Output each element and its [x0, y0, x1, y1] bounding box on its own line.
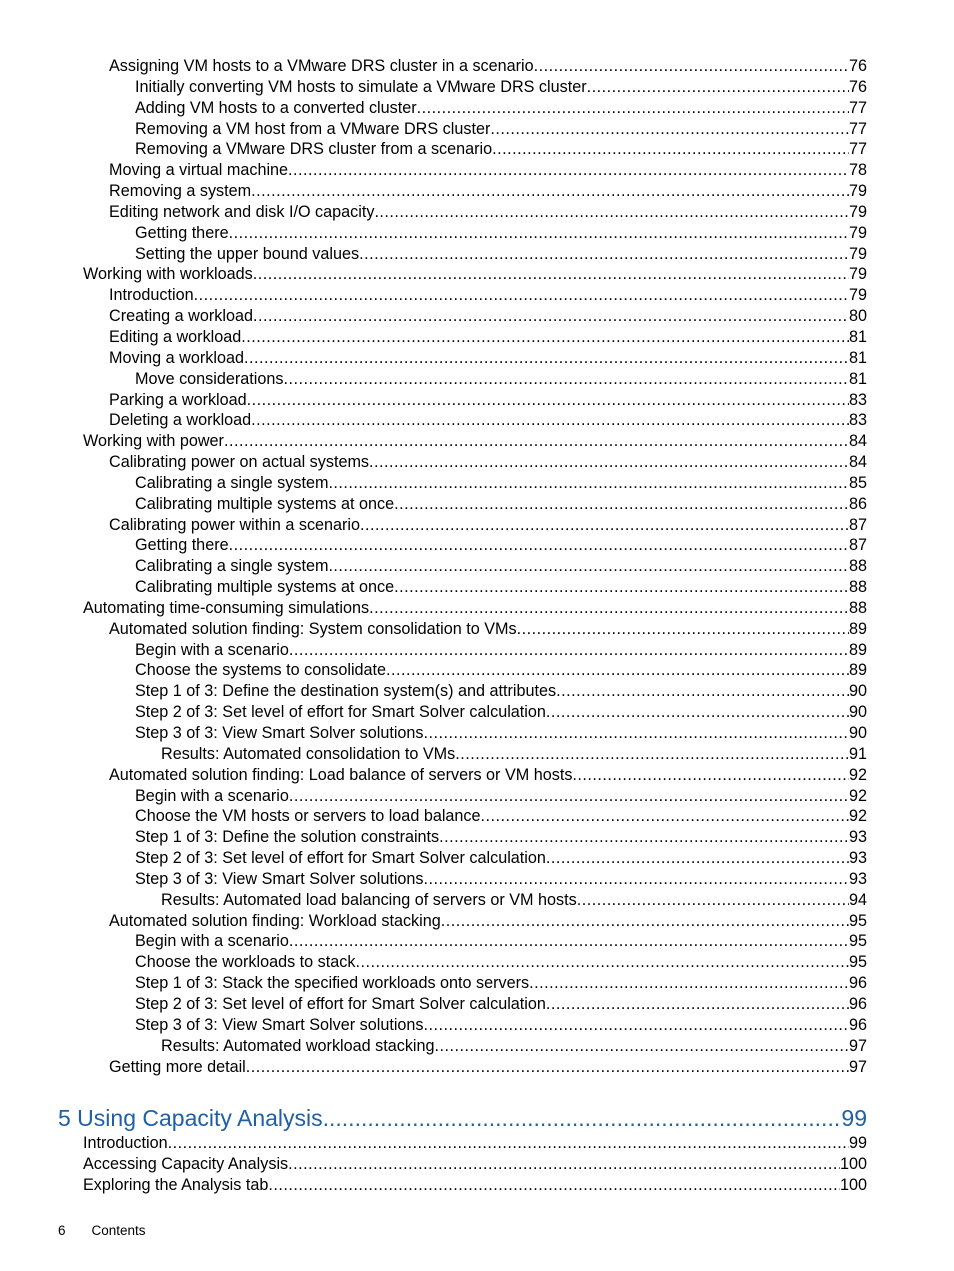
toc-entry-link[interactable] [0, 869, 954, 890]
toc-entry-link[interactable] [0, 98, 954, 119]
toc-entry-link[interactable] [0, 139, 954, 160]
toc-entry-title: Begin with a scenario [135, 786, 289, 805]
toc-entry-title: Step 1 of 3: Define the solution constraints [135, 828, 440, 847]
toc-entry-link[interactable] [0, 431, 954, 452]
toc-entry-page-number: 83 [848, 390, 867, 409]
dot-leader [289, 931, 849, 952]
toc-entry-link[interactable] [0, 786, 954, 807]
dot-leader [546, 848, 849, 869]
toc-entry-page-number: 79 [848, 265, 867, 284]
toc-entry-title: Step 3 of 3: View Smart Solver solutions [135, 724, 424, 742]
toc-entry-page-number: 84 [848, 453, 867, 472]
toc-entry-page-number: 95 [848, 953, 867, 972]
toc-entry-link[interactable] [0, 452, 954, 473]
toc-entry-link[interactable] [0, 223, 954, 244]
footer-page-number: 6 [58, 1223, 66, 1238]
toc-entry-title: Removing a system [109, 182, 252, 201]
toc-entry-page-number: 90 [848, 724, 867, 742]
toc-entry-link[interactable] [0, 348, 954, 369]
toc-entry-link[interactable] [0, 56, 954, 77]
toc-entry-link[interactable] [0, 1057, 954, 1078]
toc-entry-page-number: 89 [848, 640, 867, 659]
toc-entry-link[interactable] [0, 410, 954, 431]
toc-entry-title: Automated solution finding: System consolidation to VMs [109, 619, 517, 638]
dot-leader [369, 452, 849, 473]
toc-entry-link[interactable] [0, 973, 954, 994]
toc-entry-link[interactable] [0, 202, 954, 223]
toc-entry-title: Step 3 of 3: View Smart Solver solutions [135, 869, 424, 888]
toc-entry-link[interactable] [0, 285, 954, 306]
toc-entry-title: Automated solution finding: Load balance of servers or VM hosts [109, 765, 573, 784]
dot-leader [289, 786, 849, 807]
toc-entry-title: Working with power [83, 432, 224, 451]
toc-entry-title: Step 2 of 3: Set level of effort for Smart Solver calculation [135, 849, 546, 868]
toc-entry-link[interactable] [0, 160, 954, 181]
chapter-page-number: 99 [841, 1105, 867, 1131]
toc-entry-link[interactable] [0, 806, 954, 827]
dot-leader [359, 244, 849, 265]
toc-entry-page-number: 92 [848, 807, 867, 826]
toc-entry-page-number: 84 [848, 432, 867, 451]
toc-entry-page-number: 96 [848, 1015, 867, 1034]
toc-entry-title: Results: Automated load balancing of servers or VM hosts [161, 890, 577, 909]
toc-entry-link[interactable] [0, 1175, 954, 1196]
toc-entry-title: Step 1 of 3: Stack the specified workloads onto servers [135, 974, 530, 993]
toc-entry-link[interactable] [0, 473, 954, 494]
dot-leader [424, 1015, 849, 1036]
toc-entry-title: Parking a workload [109, 390, 247, 409]
dot-leader [229, 535, 849, 556]
toc-entry-page-number: 77 [848, 140, 867, 159]
toc-entry-page-number: 85 [848, 473, 867, 492]
dot-leader [534, 56, 849, 77]
dot-leader [323, 1102, 842, 1134]
dot-leader [251, 181, 849, 202]
toc-entry-page-number: 95 [848, 911, 867, 930]
toc-entry-link[interactable] [0, 660, 954, 681]
toc-entry-page-number: 95 [848, 932, 867, 951]
toc-entry-title: Moving a virtual machine [109, 161, 289, 180]
toc-entry-page-number: 93 [848, 869, 867, 888]
toc-entry-title: Step 3 of 3: View Smart Solver solutions [135, 1015, 424, 1034]
dot-leader [251, 410, 849, 431]
toc-entry-title: Removing a VM host from a VMware DRS cluster [135, 119, 491, 138]
toc-entry-title: Moving a workload [109, 348, 244, 367]
toc-entry-link[interactable] [0, 181, 954, 202]
toc-entry-title: Choose the systems to consolidate [135, 661, 387, 680]
toc-entry-page-number: 83 [848, 411, 867, 430]
toc-entry-title: Assigning VM hosts to a VMware DRS cluster in a scenario [109, 57, 534, 75]
toc-entry-link[interactable] [0, 577, 954, 598]
toc-entry-link[interactable] [0, 1154, 954, 1175]
toc-entry-page-number: 81 [848, 327, 867, 346]
chapter-toc-list [0, 1133, 954, 1196]
toc-entry-page-number: 100 [839, 1154, 867, 1173]
toc-entry-page-number: 79 [848, 202, 867, 221]
toc-entry-link[interactable] [0, 598, 954, 619]
toc-entry-title: Introduction [83, 1134, 168, 1152]
toc-entry-title: Getting more detail [109, 1057, 246, 1076]
toc-entry-title: Calibrating multiple systems at once [135, 578, 395, 597]
dot-leader [481, 806, 849, 827]
toc-entry-page-number: 78 [848, 161, 867, 180]
toc-entry-page-number: 90 [848, 703, 867, 722]
dot-leader [268, 1175, 840, 1196]
toc-entry-title: Setting the upper bound values [135, 244, 360, 263]
toc-entry-title: Removing a VMware DRS cluster from a scenario [135, 140, 493, 159]
dot-leader [394, 577, 849, 598]
dot-leader [439, 827, 849, 848]
toc-entry-page-number: 100 [839, 1175, 867, 1194]
toc-entry-link[interactable] [0, 119, 954, 140]
dot-leader [253, 264, 849, 285]
dot-leader [168, 1133, 849, 1154]
toc-entry-page-number: 87 [848, 515, 867, 534]
dot-leader [572, 765, 849, 786]
toc-entry-link[interactable] [0, 390, 954, 411]
toc-entry-page-number: 88 [848, 557, 867, 576]
toc-entry-page-number: 97 [848, 1057, 867, 1076]
toc-entry-page-number: 88 [848, 578, 867, 597]
toc-entry-title: Calibrating a single system [135, 557, 329, 576]
dot-leader [247, 390, 849, 411]
toc-entry-title: Creating a workload [109, 307, 253, 326]
dot-leader [394, 494, 849, 515]
toc-entry-link[interactable] [0, 827, 954, 848]
toc-entry-page-number: 90 [848, 682, 867, 701]
toc-entry-link[interactable] [0, 264, 954, 285]
dot-leader [517, 619, 849, 640]
toc-entry-page-number: 79 [848, 244, 867, 263]
dot-leader [556, 681, 849, 702]
toc-entry-title: Exploring the Analysis tab [83, 1175, 269, 1194]
dot-leader [288, 1154, 840, 1175]
toc-entry-link[interactable] [0, 515, 954, 536]
dot-leader [490, 119, 849, 140]
toc-entry-link[interactable] [0, 244, 954, 265]
dot-leader [224, 431, 849, 452]
toc-entry-link[interactable] [0, 556, 954, 577]
toc-entry-page-number: 76 [848, 57, 867, 75]
toc-entry-title: Editing a workload [109, 327, 242, 346]
dot-leader [241, 327, 849, 348]
toc-entry-link[interactable] [0, 306, 954, 327]
toc-entry-link[interactable] [0, 765, 954, 786]
dot-leader [417, 98, 849, 119]
toc-entry-link[interactable] [0, 535, 954, 556]
toc-entry-page-number: 77 [848, 98, 867, 117]
toc-entry-page-number: 81 [848, 348, 867, 367]
toc-entry-title: Results: Automated consolidation to VMs [161, 744, 456, 763]
toc-list [0, 56, 954, 1077]
toc-entry-title: Working with workloads [83, 265, 253, 284]
toc-entry-link[interactable] [0, 952, 954, 973]
dot-leader [369, 598, 849, 619]
dot-leader [229, 223, 849, 244]
dot-leader [374, 202, 849, 223]
toc-entry-page-number: 87 [848, 536, 867, 555]
toc-entry-link[interactable] [0, 327, 954, 348]
toc-entry-page-number: 86 [848, 494, 867, 513]
toc-entry-page-number: 94 [848, 890, 867, 909]
toc-entry-link[interactable] [0, 848, 954, 869]
toc-entry-page-number: 89 [848, 661, 867, 680]
toc-entry-page-number: 93 [848, 828, 867, 847]
toc-entry-title: Step 1 of 3: Define the destination system(s) and attributes [135, 682, 557, 701]
toc-entry-page-number: 89 [848, 619, 867, 638]
toc-entry-title: Choose the workloads to stack [135, 953, 356, 972]
toc-entry-link[interactable] [0, 681, 954, 702]
dot-leader [328, 473, 849, 494]
footer-section-label: Contents [91, 1223, 146, 1238]
toc-entry-page-number: 79 [848, 223, 867, 242]
toc-entry-page-number: 96 [848, 974, 867, 993]
dot-leader [244, 348, 849, 369]
dot-leader [328, 556, 849, 577]
toc-entry-link[interactable] [0, 1015, 954, 1036]
toc-entry-link[interactable] [0, 619, 954, 640]
toc-entry-page-number: 93 [848, 849, 867, 868]
toc-entry-title: Initially converting VM hosts to simulate a VMware DRS cluster [135, 77, 587, 96]
toc-entry-link[interactable] [0, 640, 954, 661]
chapter-heading-link[interactable] [0, 1102, 954, 1134]
toc-entry-title: Adding VM hosts to a converted cluster [135, 98, 417, 117]
toc-entry-link[interactable] [0, 77, 954, 98]
toc-entry-page-number: 91 [848, 744, 867, 763]
toc-entry-link[interactable] [0, 890, 954, 911]
toc-entry-page-number: 79 [848, 182, 867, 201]
toc-entry-link[interactable] [0, 911, 954, 932]
toc-entry-page-number: 76 [848, 77, 867, 96]
toc-entry-title: Begin with a scenario [135, 932, 289, 951]
toc-entry-title: Editing network and disk I/O capacity [109, 202, 375, 221]
dot-leader [577, 890, 849, 911]
toc-entry-page-number: 81 [848, 369, 867, 388]
toc-entry-title: Calibrating power within a scenario [109, 515, 361, 534]
toc-entry-title: Step 2 of 3: Set level of effort for Smart Solver calculation [135, 703, 546, 722]
dot-leader [587, 77, 849, 98]
toc-entry-page-number: 97 [848, 1036, 867, 1055]
toc-entry-link[interactable] [0, 369, 954, 390]
dot-leader [253, 306, 849, 327]
dot-leader [424, 723, 849, 744]
toc-entry-title: Accessing Capacity Analysis [83, 1154, 289, 1173]
dot-leader [441, 911, 849, 932]
toc-entry-page-number: 99 [848, 1134, 867, 1152]
toc-entry-title: Begin with a scenario [135, 640, 289, 659]
dot-leader [435, 1036, 849, 1057]
dot-leader [283, 369, 849, 390]
toc-entry-title: Deleting a workload [109, 411, 252, 430]
toc-entry-title: Introduction [109, 286, 194, 305]
toc-entry-page-number: 77 [848, 119, 867, 138]
dot-leader [288, 160, 849, 181]
dot-leader [546, 994, 849, 1015]
toc-entry-link[interactable] [0, 723, 954, 744]
toc-entry-page-number: 80 [848, 307, 867, 326]
toc-entry-link[interactable] [0, 744, 954, 765]
toc-entry-title: Move considerations [135, 369, 284, 388]
toc-entry-title: Calibrating multiple systems at once [135, 494, 395, 513]
page-footer [58, 1222, 146, 1240]
dot-leader [492, 139, 849, 160]
chapter-title: 5 Using Capacity Analysis [58, 1105, 323, 1131]
toc-entry-page-number: 79 [848, 286, 867, 305]
toc-entry-title: Getting there [135, 536, 229, 555]
toc-entry-title: Automated solution finding: Workload stacking [109, 911, 441, 930]
toc-entry-link[interactable] [0, 702, 954, 723]
dot-leader [355, 952, 849, 973]
toc-entry-page-number: 96 [848, 994, 867, 1013]
toc-entry-page-number: 88 [848, 598, 867, 617]
toc-entry-title: Automating time-consuming simulations [83, 598, 370, 617]
toc-entry-link[interactable] [0, 994, 954, 1015]
dot-leader [289, 640, 849, 661]
toc-entry-link[interactable] [0, 1133, 954, 1154]
toc-entry-title: Calibrating power on actual systems [109, 453, 370, 472]
toc-entry-title: Step 2 of 3: Set level of effort for Smart Solver calculation [135, 994, 546, 1013]
dot-leader [424, 869, 849, 890]
dot-leader [194, 285, 849, 306]
dot-leader [529, 973, 849, 994]
dot-leader [386, 660, 849, 681]
dot-leader [246, 1057, 849, 1078]
toc-entry-link[interactable] [0, 494, 954, 515]
toc-entry-page-number: 92 [848, 765, 867, 784]
dot-leader [455, 744, 849, 765]
toc-entry-title: Results: Automated workload stacking [161, 1036, 435, 1055]
toc-entry-title: Choose the VM hosts or servers to load balance [135, 807, 481, 826]
toc-entry-title: Calibrating a single system [135, 473, 329, 492]
toc-entry-link[interactable] [0, 1036, 954, 1057]
toc-entry-page-number: 92 [848, 786, 867, 805]
dot-leader [546, 702, 849, 723]
toc-entry-title: Getting there [135, 223, 229, 242]
dot-leader [360, 515, 849, 536]
toc-entry-link[interactable] [0, 931, 954, 952]
